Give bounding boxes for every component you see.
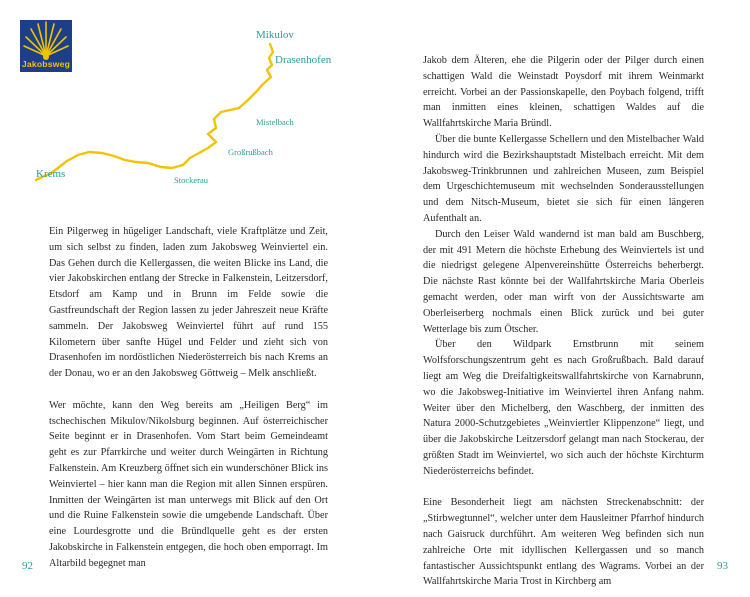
paragraph: Eine Besonderheit liegt am nächsten Streckenabschnitt: der „Stirbwegtunnel“, welcher unter dem Hausleitner Pfarrhof hindurch nach Gaisruck durchführt. Am weiteren Weg befinden sich nun zahlreiche Orte mit idyllischen Kellergassen und so manch fantastischer Aussichtspunkt entlang des Wagrams. Vorbei an der Wallfahrtskirche Maria Trost in Kirchberg am: [423, 497, 704, 588]
page-number: 93: [717, 560, 728, 572]
map-label-drasenhofen: Drasenhofen: [275, 54, 332, 66]
paragraph: Über die bunte Kellergasse Schellern und den Mistelbacher Wald hindurch wird die Bezirkshauptstadt Mistelbach erreicht. Mit dem Jakobsweg-Trinkbrunnen und zahlreichen Museen, zum Beispiel dem Urgeschichtemuseum mit wechselnden Sonderausstellungen und dem Nitsch-Museum, bietet sie sich für einen längeren Aufenthalt an.: [423, 133, 704, 224]
map-label-stockerau: Stockerau: [174, 175, 208, 185]
route-map: [30, 22, 350, 197]
map-label-mikulov: Mikulov: [256, 29, 294, 41]
logo-text: Jakobsweg: [21, 59, 71, 69]
left-body-text: [49, 224, 328, 572]
map-label-grossrussbach: Großrußbach: [228, 147, 273, 157]
right-body-text: [423, 53, 704, 590]
paragraph: Über den Wildpark Ernstbrunn mit seinem Wolfsforschungszentrum geht es nach Großrußbach. Bald darauf liegt am Weg die Dreifaltigkeitswallfahrtskirche von Karnabrunn, wo die Jakobsweg-Initiative im Weinviertel ihren Anfang nahm. Weiter über den Michelberg, den Waschberg, der inmitten des Natura 2000-Schutzgebietes „Weinviertler Klippenzone“ liegt, und über die Jakobskirche Leitzersdorf gelangt man nach Stockerau, der größten Stadt im Weinviertel, wo sich auch der höchste Kirchturm Niederösterreichs befindet.: [423, 339, 704, 477]
right-page: [375, 0, 750, 597]
route-line: [30, 22, 350, 197]
paragraph: Jakob dem Älteren, ehe die Pilgerin oder der Pilger durch einen schattigen Wald die Weinstadt Poysdorf mit ihrem Weinmarkt erreicht. Vorbei an der Passionskapelle, den Poybach folgend, trifft man inmitten eines kleinen, schattigen Waldes auf die Wallfahrtskirche Maria Bründl.: [423, 55, 704, 130]
paragraph: Wer möchte, kann den Weg bereits am „Heiligen Berg“ im tschechischen Mikulov/Nikolsburg beginnen. Auf österreichischer Seite beginnt er in Drasenhofen. Vom Start beim Gemeindeamt geht es zur Pfarrkirche und weiter durch Weingärten in Richtung Falkenstein. Am Kreuzberg öffnet sich ein wunderschöner Blick ins Weinviertel – hier kann man die Region mit allen Sinnen erspüren. Inmitten der Weingärten ist man unterwegs mit Blick auf den Ort und die Ruine Falkenstein sowie die umgebende Landschaft. Über eine Lourdesgrotte und die Bründlquelle geht es der ersten Jakobskirche in Falkenstein entgegen, die hoch oben emporragt. Im Altarbild begegnet man: [49, 399, 328, 569]
map-label-mistelbach: Mistelbach: [256, 117, 294, 127]
map-label-krems: Krems: [36, 168, 66, 180]
page-number: 92: [22, 560, 33, 572]
paragraph: Durch den Leiser Wald wandernd ist man bald am Buschberg, der mit 491 Metern die höchste Erhebung des Weinviertels ist und die niedrigst gelegene Alpenvereinshütte Österreichs beherbergt. Die nächste Rast könnte bei der Wallfahrtskirche Maria Oberleis gemacht werden, oder man wirft von der Aussichtswarte am Oberleiserberg nochmals einen Blick zurück und bei guter Wetterlage bis zum Ötscher.: [423, 228, 704, 335]
paragraph: Ein Pilgerweg in hügeliger Landschaft, viele Kraftplätze und Zeit, um sich selbst zu finden, laden zum Jakobsweg Weinviertel ein. Das Gehen durch die Kellergassen, die weiten Blicke ins Land, die vier Jakobskirchen entlang der Strecke in Falkenstein, Leitzersdorf, Etsdorf am Kamp und in Brunn im Felde sowie die Gastfreundschaft der Region lassen zu jeder Jahreszeit neue Kräfte sammeln. Der Jakobsweg Weinviertel führt auf rund 155 Kilometern über sanfte Hügel und Felder und zieht sich von Drasenhofen im nordöstlichen Niederösterreich bis nach Krems an der Donau, wo er an den Jakobsweg Göttweig – Melk anschließt.: [49, 226, 328, 380]
